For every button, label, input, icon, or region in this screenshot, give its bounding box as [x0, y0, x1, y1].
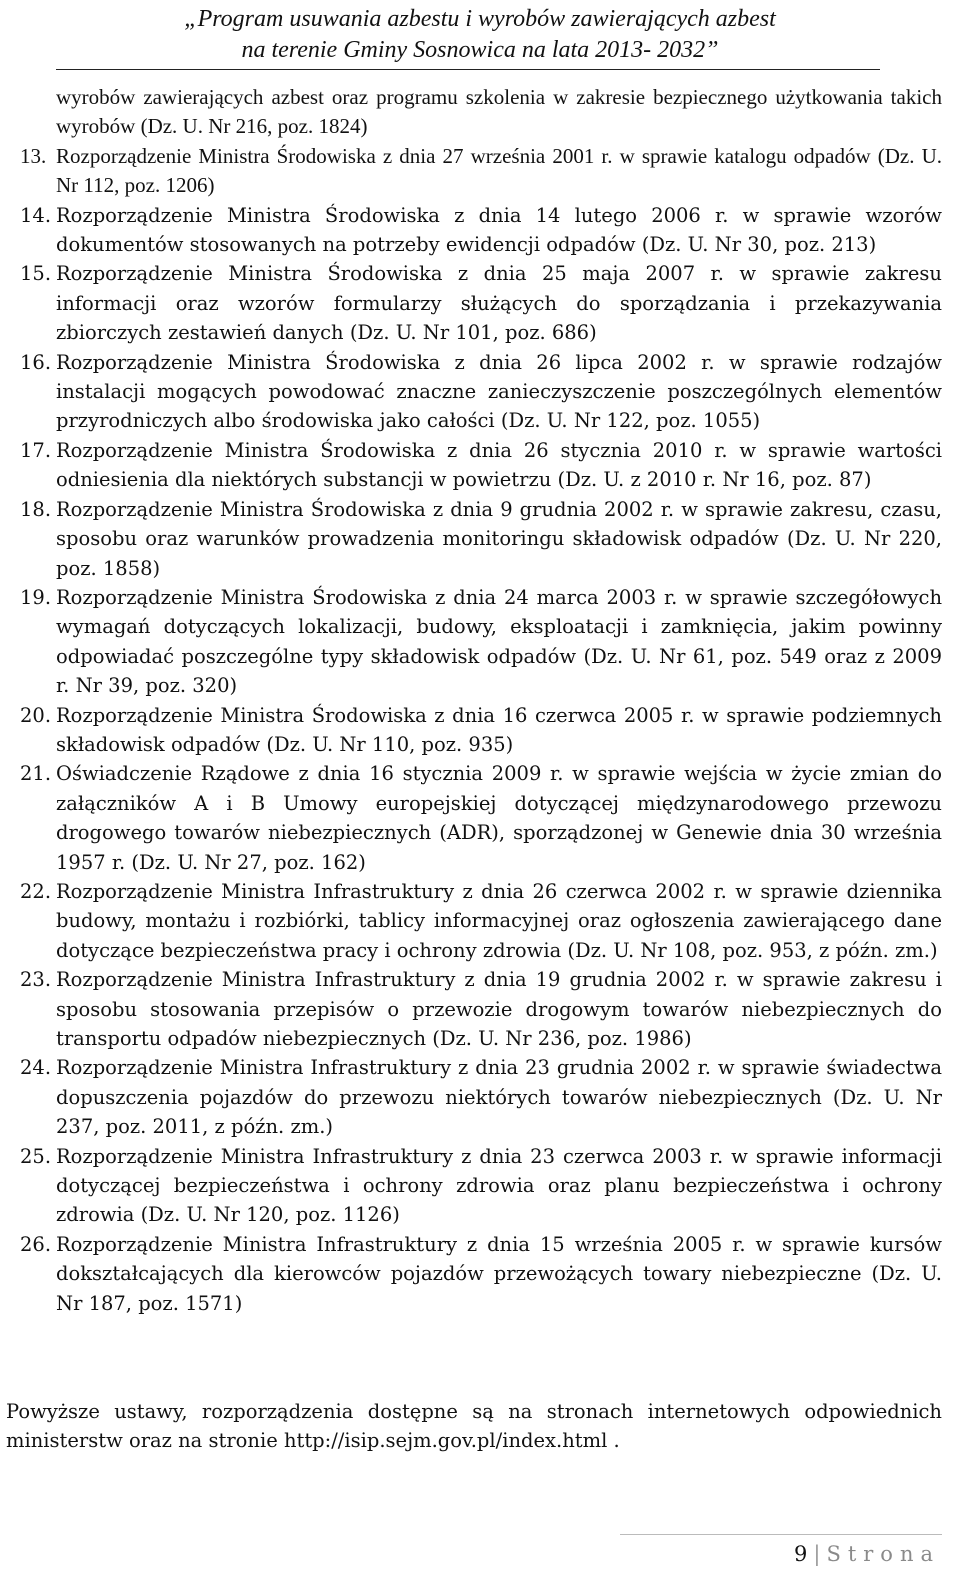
- header-line-1: „Program usuwania azbestu i wyrobów zawierających azbest: [184, 6, 776, 32]
- footer-rule: [620, 1534, 942, 1535]
- list-item: [0, 583, 942, 701]
- list-item: [0, 83, 942, 142]
- list-item-text: Rozporządzenie Ministra Środowiska z dnia 26 stycznia 2010 r. w sprawie wartości odniesienia dla niektórych substancji w powietrzu (Dz. U. z 2010 r. Nr 16, poz. 87): [56, 438, 942, 492]
- closing-paragraph: Powyższe ustawy, rozporządzenia dostępne są na stronach internetowych odpowiednich ministerstw oraz na stronie http://isip.sejm.gov.pl/index.html .: [6, 1400, 942, 1453]
- list-item-number: 20.: [20, 703, 52, 727]
- list-item: [0, 348, 942, 436]
- list-item: [0, 1230, 942, 1318]
- list-item-text: Rozporządzenie Ministra Infrastruktury z dnia 26 czerwca 2002 r. w sprawie dziennika budowy, montażu i rozbiórki, tablicy informacyjnej oraz ogłoszenia zawierającego dane dotyczące bezpieczeństwa pracy i ochrony zdrowia (Dz. U. Nr 108, poz. 953, z późn. zm.): [56, 879, 942, 962]
- list-item-number: 16.: [20, 350, 52, 374]
- list-item-number: 22.: [20, 879, 52, 903]
- list-item-text: Rozporządzenie Ministra Infrastruktury z dnia 15 września 2005 r. w sprawie kursów dokształcających dla kierowców pojazdów przewożących towary niebezpieczne (Dz. U. Nr 187, poz. 1571): [56, 1232, 942, 1315]
- list-item: [0, 495, 942, 583]
- list-item-number: 15.: [20, 262, 52, 286]
- list-item-text: Rozporządzenie Ministra Środowiska z dnia 27 września 2001 r. w sprawie katalogu odpadów (Dz. U. Nr 112, poz. 1206): [56, 143, 942, 198]
- header-line-2: na terenie Gminy Sosnowica na lata 2013- 2032”: [241, 37, 719, 63]
- list-item-number: 14.: [20, 203, 52, 227]
- list-item-text: Rozporządzenie Ministra Infrastruktury z dnia 19 grudnia 2002 r. w sprawie zakresu i sposobu stosowania przepisów o przewozie drogowym towarów niebezpiecznych do transportu odpadów niebezpiecznych (Dz. U. Nr 236, poz. 1986): [56, 968, 942, 1050]
- list-item-number: 19.: [20, 585, 52, 609]
- list-item-number: 24.: [20, 1056, 52, 1080]
- page-number-separator: |: [813, 1542, 821, 1566]
- list-item-number: 18.: [20, 497, 52, 521]
- list-item-text: Rozporządzenie Ministra Środowiska z dnia 9 grudnia 2002 r. w sprawie zakresu, czasu, sposobu oraz warunków prowadzenia monitoringu składowisk odpadów (Dz. U. Nr 220, poz. 1858): [56, 497, 942, 580]
- list-item-number: 13.: [20, 143, 47, 168]
- page-number-value: 9: [793, 1542, 808, 1566]
- list-item-number: 26.: [20, 1232, 52, 1256]
- list-item-text: Rozporządzenie Ministra Infrastruktury z dnia 23 czerwca 2003 r. w sprawie informacji dotyczącej bezpieczeństwa i ochrony zdrowia oraz planu bezpieczeństwa i ochrony zdrowia (Dz. U. Nr 120, poz. 1126): [56, 1144, 942, 1227]
- list-item-text: Rozporządzenie Ministra Infrastruktury z dnia 23 grudnia 2002 r. w sprawie świadectwa dopuszczenia pojazdów do przewozu niektórych towarów niebezpiecznych (Dz. U. Nr 237, poz. 2011, z późn. zm.): [56, 1056, 942, 1139]
- list-item: [0, 877, 942, 965]
- list-item-text: Rozporządzenie Ministra Środowiska z dnia 14 lutego 2006 r. w sprawie wzorów dokumentów stosowanych na potrzeby ewidencji odpadów (Dz. U. Nr 30, poz. 213): [56, 203, 942, 257]
- list-item-text: Rozporządzenie Ministra Środowiska z dnia 25 maja 2007 r. w sprawie zakresu informacji oraz wzorów formularzy służących do sporządzania i przekazywania zbiorczych zestawień danych (Dz. U. Nr 101, poz. 686): [56, 262, 942, 345]
- header-rule: [56, 69, 880, 70]
- list-item-text: Oświadczenie Rządowe z dnia 16 stycznia 2009 r. w sprawie wejścia w życie zmian do załączników A i B Umowy europejskiej dotyczącej międzynarodowego przewozu drogowego towarów niebezpiecznych (ADR), sporządzonej w Genewie dnia 30 września 1957 r. (Dz. U. Nr 27, poz. 162): [56, 762, 942, 874]
- list-item: [0, 759, 942, 877]
- list-item: [0, 259, 942, 347]
- list-item-text: Rozporządzenie Ministra Środowiska z dnia 26 lipca 2002 r. w sprawie rodzajów instalacji mogących powodować znaczne zanieczyszczenie poszczególnych elementów przyrodniczych albo środowiska jako całości (Dz. U. Nr 122, poz. 1055): [56, 350, 942, 433]
- list-item-number: 17.: [20, 438, 52, 462]
- list-item-text: Rozporządzenie Ministra Środowiska z dnia 16 czerwca 2005 r. w sprawie podziemnych składowisk odpadów (Dz. U. Nr 110, poz. 935): [56, 703, 942, 756]
- running-header: [0, 4, 960, 66]
- list-item: [0, 201, 942, 260]
- legal-acts-list: [0, 83, 960, 1318]
- list-item: [0, 436, 942, 495]
- list-item-number: 21.: [20, 762, 52, 786]
- list-item: [0, 1053, 942, 1141]
- list-item-number: 25.: [20, 1144, 52, 1168]
- page-number-label: Strona: [826, 1542, 940, 1566]
- list-item: [0, 701, 942, 760]
- list-item-text: Rozporządzenie Ministra Środowiska z dnia 24 marca 2003 r. w sprawie szczegółowych wymagań dotyczących lokalizacji, budowy, eksploatacji i zamknięcia, jakim powinny odpowiadać poszczególne typy składowisk odpadów (Dz. U. Nr 61, poz. 549 oraz z 2009 r. Nr 39, poz. 320): [56, 585, 942, 698]
- page-number: [794, 1540, 940, 1568]
- list-item: [0, 965, 942, 1053]
- list-item-number: 23.: [20, 968, 52, 992]
- list-item: [0, 1142, 942, 1230]
- list-item: [0, 142, 942, 201]
- list-item-text: wyrobów zawierających azbest oraz programu szkolenia w zakresie bezpiecznego użytkowania takich wyrobów (Dz. U. Nr 216, poz. 1824): [56, 85, 942, 139]
